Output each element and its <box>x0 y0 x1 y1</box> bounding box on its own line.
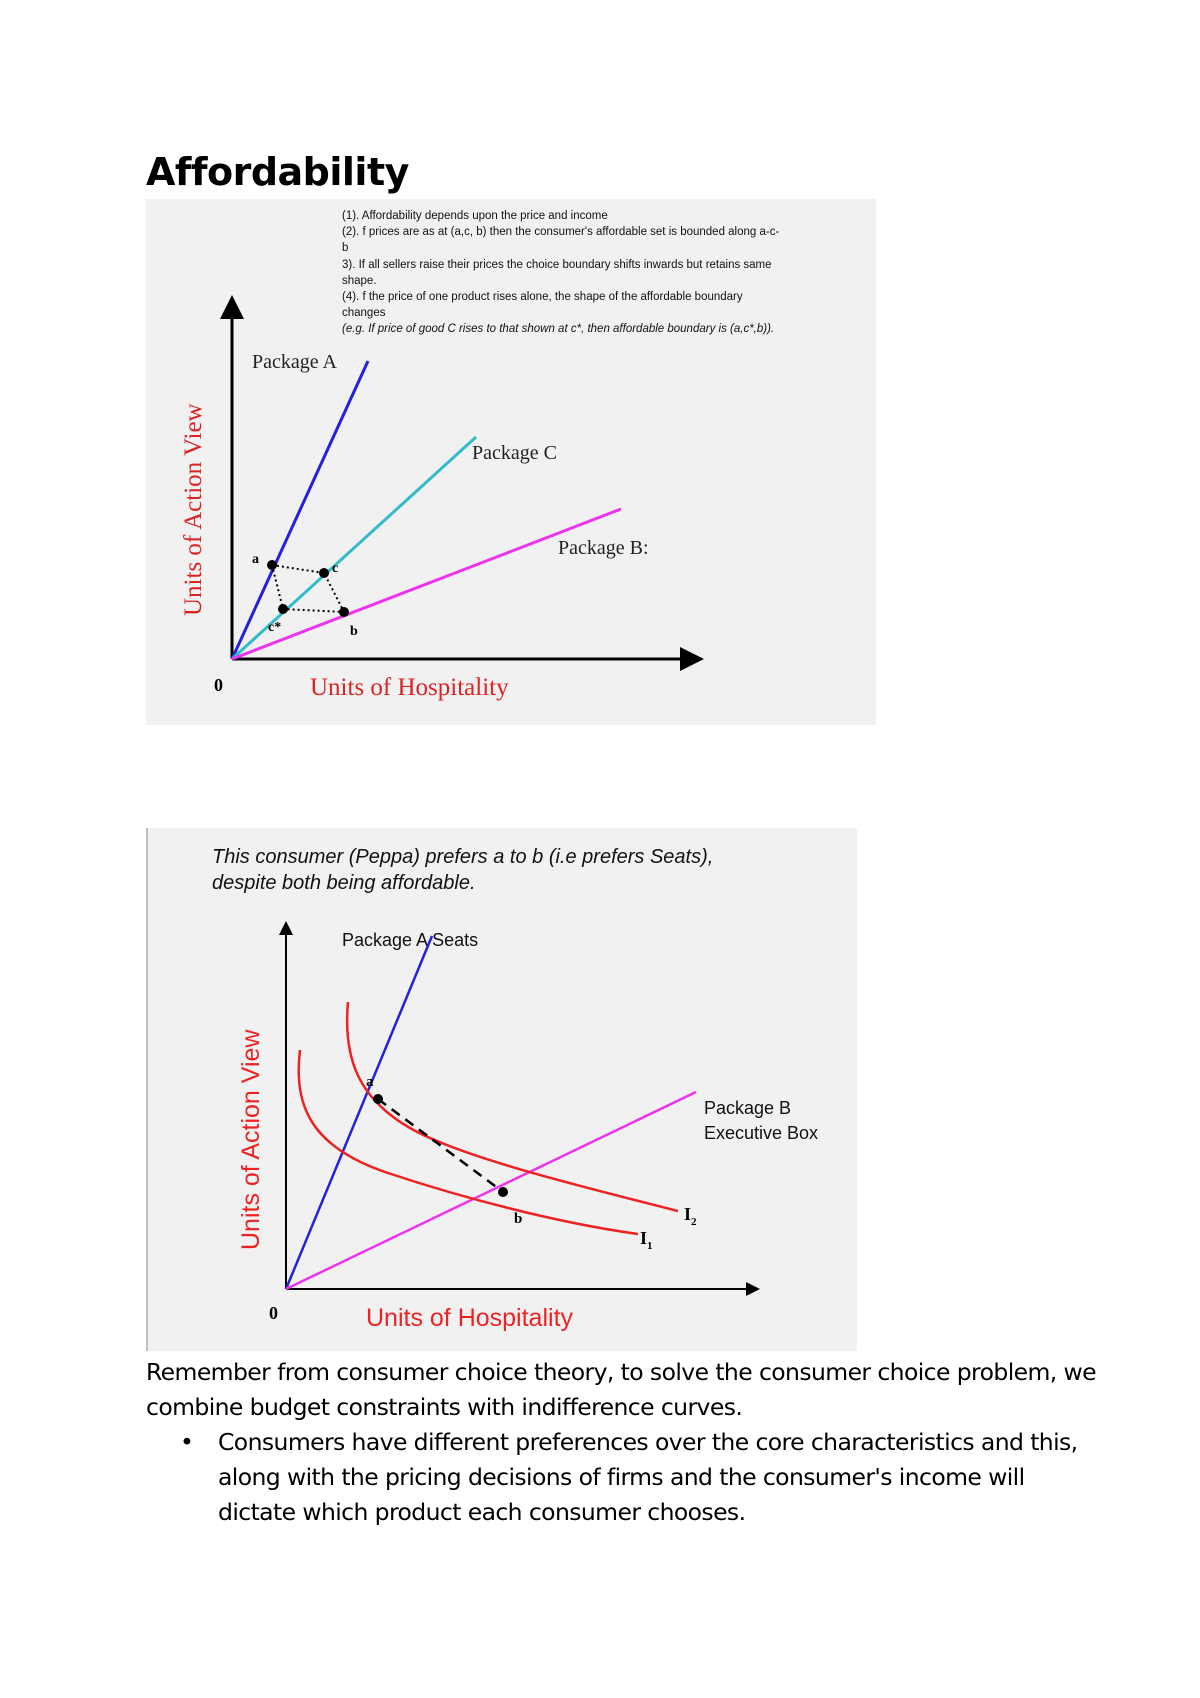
y-axis-label: Units of Action View <box>180 403 207 616</box>
point-b-label: b <box>350 624 358 639</box>
point-a <box>373 1094 383 1104</box>
curve-i2-label: $I_2$ <box>684 1204 697 1228</box>
bullet-text: Consumers have different preferences over the core characteristics and this, along with the pricing decisions of firms and the consumer's income will dictate which product each consumer chooses. <box>218 1428 1078 1526</box>
point-a <box>267 560 277 570</box>
executive-box-label: Executive Box <box>704 1123 819 1143</box>
caption-line-2: despite both being affordable. <box>212 872 476 894</box>
origin-label: 0 <box>214 675 223 695</box>
origin-label: 0 <box>269 1303 278 1323</box>
consumer-choice-diagram <box>146 828 857 1351</box>
x-axis-label: Units of Hospitality <box>310 674 509 701</box>
y-axis-label: Units of Action View <box>237 1029 265 1250</box>
affordability-diagram <box>146 199 876 725</box>
affordability-notes <box>342 208 782 338</box>
point-b-label: b <box>514 1211 523 1227</box>
a-b-dashed-line <box>378 1099 503 1192</box>
point-b <box>339 607 349 617</box>
point-a-label: a <box>366 1074 374 1090</box>
point-b <box>498 1187 508 1197</box>
caption-line-1: This consumer (Peppa) prefers a to b (i.e prefers Seats), <box>212 846 714 868</box>
note-2: (2). f prices are as at (a,c, b) then the consumer's affordable set is bounded along a-c-b <box>342 226 780 255</box>
package-b-line <box>286 1092 696 1289</box>
bullet-item <box>146 1425 1106 1530</box>
point-c-label: c <box>332 561 339 576</box>
package-b-label: Package B: <box>558 537 649 559</box>
body-text <box>146 1355 1106 1530</box>
indifference-curve-i1 <box>299 1050 638 1234</box>
point-cstar <box>278 604 288 614</box>
note-4-example: (e.g. If price of good C rises to that shown at c*, then affordable boundary is (a,c*,b)). <box>342 323 775 336</box>
paragraph: Remember from consumer choice theory, to solve the consumer choice problem, we combine budget constraints with indifference curves. <box>146 1358 1096 1421</box>
page-heading: Affordability <box>146 150 409 194</box>
note-4: (4). f the price of one product rises alone, the shape of the affordable boundary changes <box>342 291 743 320</box>
package-b-label: Package B <box>704 1098 792 1118</box>
bullet-dot: • <box>180 1428 194 1456</box>
point-cstar-label: c* <box>268 620 282 635</box>
package-a-seats-label: Package A Seats <box>342 930 479 950</box>
consumer-choice-diagram-canvas <box>148 828 857 1351</box>
point-c <box>319 568 329 578</box>
package-a-label: Package A <box>252 351 337 373</box>
note-3: 3). If all sellers raise their prices the choice boundary shifts inwards but retains same shape. <box>342 258 772 287</box>
curve-i1-label: $I_1$ <box>640 1228 653 1252</box>
x-axis-label: Units of Hospitality <box>366 1304 574 1332</box>
note-1: (1). Affordability depends upon the price and income <box>342 210 608 222</box>
point-a-label: a <box>252 552 259 567</box>
package-c-label: Package C <box>472 442 557 464</box>
